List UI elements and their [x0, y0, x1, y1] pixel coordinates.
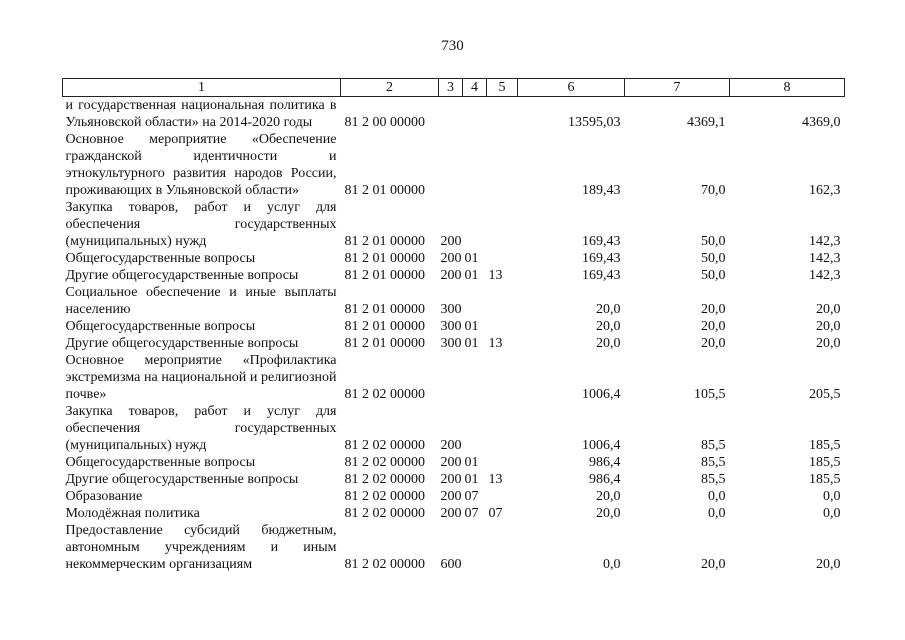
row-expense-type: 200	[440, 251, 462, 266]
row-subsection	[487, 284, 518, 318]
table-body	[63, 97, 845, 574]
row-section: 07	[464, 489, 479, 504]
row-section	[463, 352, 487, 403]
row-amount-col7: 105,5	[694, 387, 726, 402]
row-section	[463, 131, 487, 199]
row-amount-col6: 986,4	[589, 455, 621, 470]
row-section: 01	[464, 251, 479, 266]
row-name: Другие общегосударственные вопросы	[65, 336, 299, 351]
row-name: Образование	[65, 489, 143, 504]
row-amount-col6: 986,4	[589, 472, 621, 487]
row-amount-col6: 13595,03	[568, 115, 621, 130]
row-subsection	[487, 454, 518, 471]
row-section: 01	[464, 319, 479, 334]
row-name: Другие общегосударственные вопросы	[65, 472, 299, 487]
row-subsection	[487, 131, 518, 199]
header-col-4: 4	[463, 79, 487, 97]
row-name: Общегосударственные вопросы	[65, 251, 256, 266]
header-col-7: 7	[625, 79, 730, 97]
row-expense-type: 200	[440, 506, 462, 521]
table-row	[63, 131, 845, 199]
row-amount-col8: 142,3	[809, 268, 841, 283]
row-expense-type: 200	[440, 472, 462, 487]
row-amount-col8: 20,0	[816, 302, 841, 317]
row-section	[463, 284, 487, 318]
table-row	[63, 505, 845, 522]
row-name: Другие общегосударственные вопросы	[65, 268, 299, 283]
row-amount-col7: 20,0	[701, 336, 726, 351]
row-amount-col7: 20,0	[701, 319, 726, 334]
row-amount-col7: 85,5	[701, 455, 726, 470]
row-section	[463, 199, 487, 250]
row-name: Закупка товаров, работ и услуг для обеспечения государственных (муниципальных) нужд	[65, 200, 337, 249]
row-amount-col7: 0,0	[708, 489, 726, 504]
row-amount-col8: 0,0	[823, 489, 841, 504]
header-row	[63, 79, 845, 97]
row-amount-col6: 20,0	[596, 302, 621, 317]
row-subsection	[487, 488, 518, 505]
row-amount-col6: 169,43	[582, 268, 621, 283]
row-expense-type	[439, 352, 463, 403]
row-target-code: 81 2 01 00000	[344, 336, 425, 351]
table-row	[63, 284, 845, 318]
row-amount-col6: 169,43	[582, 234, 621, 249]
row-target-code: 81 2 01 00000	[344, 319, 425, 334]
row-subsection	[487, 250, 518, 267]
row-section: 01	[464, 455, 479, 470]
row-amount-col7: 70,0	[701, 183, 726, 198]
table-row	[63, 352, 845, 403]
row-amount-col7: 20,0	[701, 302, 726, 317]
row-amount-col8: 142,3	[809, 251, 841, 266]
row-name: Социальное обеспечение и иные выплаты населению	[65, 285, 337, 317]
row-amount-col6: 20,0	[596, 336, 621, 351]
row-target-code: 81 2 01 00000	[344, 251, 425, 266]
row-amount-col7: 85,5	[701, 472, 726, 487]
table-row	[63, 471, 845, 488]
row-amount-col8: 185,5	[809, 438, 841, 453]
header-col-2: 2	[341, 79, 439, 97]
header-col-6: 6	[518, 79, 625, 97]
row-subsection: 13	[488, 268, 503, 283]
row-expense-type	[439, 131, 463, 199]
row-target-code: 81 2 02 00000	[344, 472, 425, 487]
row-expense-type: 600	[440, 557, 462, 572]
row-amount-col8: 20,0	[816, 336, 841, 351]
table-row	[63, 403, 845, 454]
table-row	[63, 250, 845, 267]
row-amount-col6: 1006,4	[582, 438, 621, 453]
row-amount-col6: 20,0	[596, 319, 621, 334]
row-amount-col7: 85,5	[701, 438, 726, 453]
row-section: 01	[464, 472, 479, 487]
row-subsection	[487, 199, 518, 250]
row-target-code: 81 2 01 00000	[344, 268, 425, 283]
row-subsection: 13	[488, 336, 503, 351]
row-amount-col6: 0,0	[603, 557, 621, 572]
row-subsection: 13	[488, 472, 503, 487]
row-amount-col6: 1006,4	[582, 387, 621, 402]
table-row	[63, 199, 845, 250]
row-subsection	[487, 97, 518, 132]
page-number: 730	[441, 38, 464, 54]
row-expense-type	[439, 97, 463, 132]
row-amount-col8: 185,5	[809, 455, 841, 470]
table-row	[63, 454, 845, 471]
row-section: 07	[464, 506, 479, 521]
row-amount-col8: 20,0	[816, 557, 841, 572]
table-row	[63, 522, 845, 573]
row-name: Основное мероприятие «Профилактика экстремизма на национальной и религиозной почве»	[65, 353, 337, 402]
row-expense-type: 300	[440, 336, 462, 351]
row-subsection	[487, 318, 518, 335]
row-amount-col6: 20,0	[596, 489, 621, 504]
row-expense-type: 200	[440, 234, 462, 249]
row-expense-type: 200	[440, 268, 462, 283]
row-expense-type: 300	[440, 302, 462, 317]
header-col-1: 1	[63, 79, 341, 97]
row-amount-col7: 20,0	[701, 557, 726, 572]
table-row	[63, 335, 845, 352]
row-amount-col6: 20,0	[596, 506, 621, 521]
row-expense-type: 200	[440, 455, 462, 470]
row-name: Общегосударственные вопросы	[65, 319, 256, 334]
row-amount-col8: 162,3	[809, 183, 841, 198]
row-amount-col7: 4369,1	[687, 115, 726, 130]
row-subsection	[487, 352, 518, 403]
header-col-5: 5	[487, 79, 518, 97]
row-target-code: 81 2 01 00000	[344, 183, 425, 198]
header-col-3: 3	[439, 79, 463, 97]
row-section: 01	[464, 268, 479, 283]
row-subsection: 07	[488, 506, 503, 521]
row-target-code: 81 2 02 00000	[344, 506, 425, 521]
table-header	[63, 79, 845, 97]
row-target-code: 81 2 02 00000	[344, 438, 425, 453]
row-target-code: 81 2 02 00000	[344, 489, 425, 504]
row-subsection	[487, 403, 518, 454]
row-amount-col6: 169,43	[582, 251, 621, 266]
row-name: и государственная национальная политика в Ульяновской области» на 2014-2020 годы	[65, 98, 337, 130]
row-section	[463, 97, 487, 132]
row-amount-col7: 0,0	[708, 506, 726, 521]
row-amount-col7: 50,0	[701, 234, 726, 249]
row-subsection	[487, 522, 518, 573]
table-row	[63, 97, 845, 132]
row-amount-col8: 185,5	[809, 472, 841, 487]
row-expense-type: 300	[440, 319, 462, 334]
row-name: Предоставление субсидий бюджетным, автономным учреждениям и иным некоммерческим организациям	[65, 523, 337, 572]
row-section	[463, 522, 487, 573]
table-row	[63, 488, 845, 505]
row-amount-col8: 4369,0	[802, 115, 841, 130]
row-expense-type: 200	[440, 489, 462, 504]
row-name: Общегосударственные вопросы	[65, 455, 256, 470]
row-target-code: 81 2 00 00000	[344, 115, 425, 130]
row-expense-type: 200	[440, 438, 462, 453]
row-name: Основное мероприятие «Обеспечение гражданской идентичности и этнокультурного развития народов России, проживающих в Ульяновской области»	[65, 132, 337, 198]
row-section: 01	[464, 336, 479, 351]
table-row	[63, 267, 845, 284]
row-target-code: 81 2 02 00000	[344, 387, 425, 402]
row-target-code: 81 2 02 00000	[344, 455, 425, 470]
row-amount-col7: 50,0	[701, 268, 726, 283]
row-amount-col8: 20,0	[816, 319, 841, 334]
row-amount-col7: 50,0	[701, 251, 726, 266]
row-target-code: 81 2 01 00000	[344, 302, 425, 317]
table-row	[63, 318, 845, 335]
row-name: Молодёжная политика	[65, 506, 200, 521]
row-amount-col8: 205,5	[809, 387, 841, 402]
header-col-8: 8	[730, 79, 845, 97]
row-name: Закупка товаров, работ и услуг для обеспечения государственных (муниципальных) нужд	[65, 404, 337, 453]
budget-table	[62, 78, 845, 573]
row-target-code: 81 2 02 00000	[344, 557, 425, 572]
row-amount-col8: 0,0	[823, 506, 841, 521]
row-amount-col8: 142,3	[809, 234, 841, 249]
row-section	[463, 403, 487, 454]
row-amount-col6: 189,43	[582, 183, 621, 198]
row-target-code: 81 2 01 00000	[344, 234, 425, 249]
